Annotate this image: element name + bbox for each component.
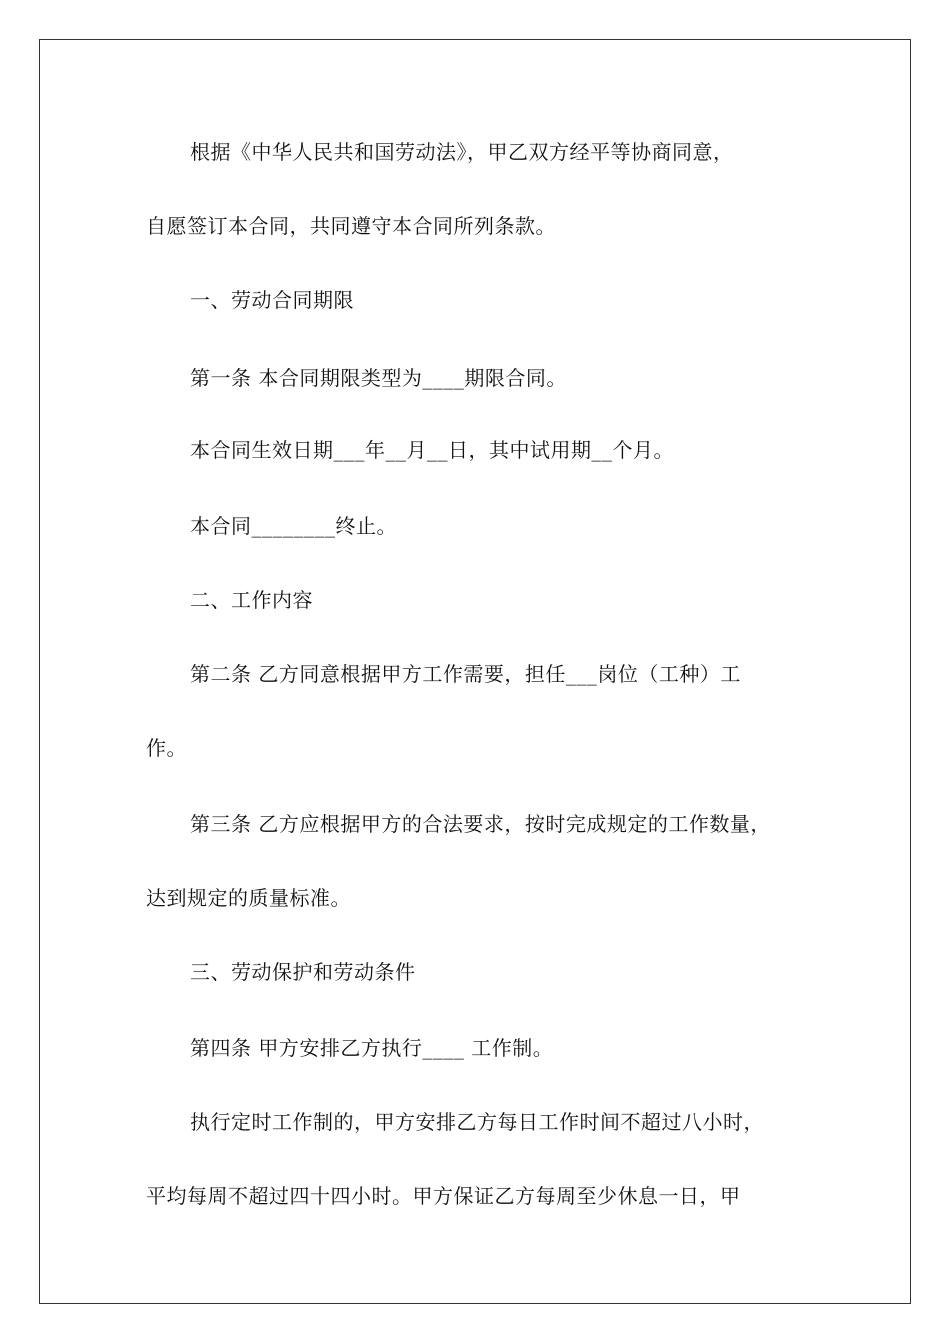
working-hours-line-2: 平均每周不超过四十四小时。甲方保证乙方每周至少休息一日，甲 [146,1184,741,1208]
paragraph-preamble-line-1: 根据《中华人民共和国劳动法》，甲乙双方经平等协商同意， [190,140,734,164]
article-1: 第一条 本合同期限类型为____期限合同。 [190,366,567,390]
article-2-line-2: 作。 [146,736,187,760]
article-4: 第四条 甲方安排乙方执行____ 工作制。 [190,1036,554,1060]
article-3-line-2: 达到规定的质量标准。 [146,886,351,910]
paragraph-preamble-line-2: 自愿签订本合同，共同遵守本合同所列条款。 [146,214,556,238]
effective-date-line: 本合同生效日期___年__月__日，其中试用期__个月。 [190,438,674,462]
article-3-line-1: 第三条 乙方应根据甲方的合法要求，按时完成规定的工作数量， [190,812,771,836]
section-heading-1: 一、劳动合同期限 [190,288,354,312]
section-heading-3: 三、劳动保护和劳动条件 [190,960,416,984]
article-2-line-1: 第二条 乙方同意根据甲方工作需要，担任___岗位（工种）工 [190,662,741,686]
section-heading-2: 二、工作内容 [190,588,313,612]
working-hours-line-1: 执行定时工作制的，甲方安排乙方每日工作时间不超过八小时， [190,1110,764,1134]
termination-line: 本合同________终止。 [190,514,397,538]
